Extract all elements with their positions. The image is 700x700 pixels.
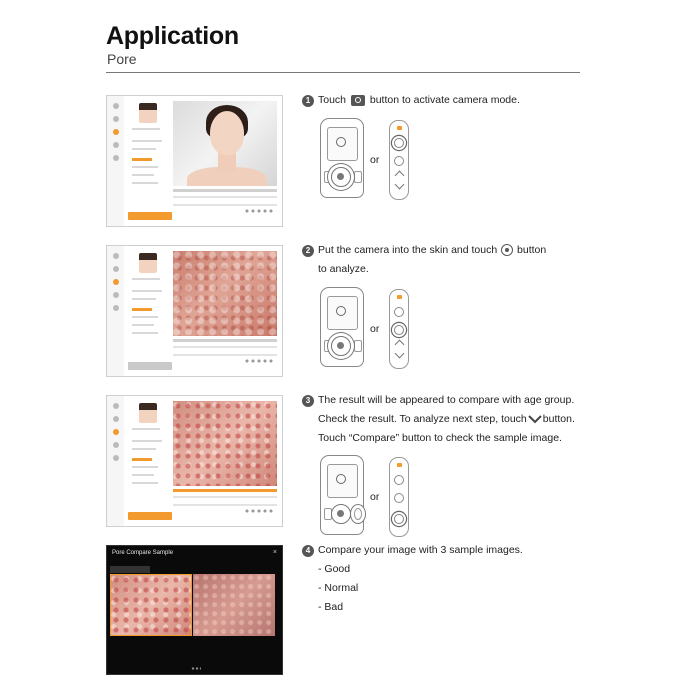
skin-result-view [173,401,277,486]
view-all-results-button[interactable] [128,512,172,520]
compare-dialog-title: Pore Compare Sample [112,550,174,556]
step3-number: 3 [302,395,314,407]
step2-number: 2 [302,245,314,257]
profile-panel [124,246,172,376]
device-step1 [320,118,364,198]
close-icon[interactable]: × [272,549,277,556]
skin-camera-view [173,251,277,336]
list-item: - Good [318,563,351,575]
step3-text-line2 [318,410,575,428]
step2-text-line2: to analyze. [318,263,369,275]
remote-step3 [389,457,409,537]
step3-text-line1: The result will be appeared to compare with age group. [318,394,575,406]
page-subtitle: Pore [107,51,137,67]
view-all-results-button[interactable] [128,362,172,370]
analyze-button-icon [394,325,404,335]
profile-panel [124,96,172,226]
list-item: - Bad [318,601,344,613]
analyze-button-icon [501,244,513,256]
step4-number: 4 [302,545,314,557]
app-sidebar [107,396,125,526]
step1-text-before: Touch [318,94,347,106]
step1-or: or [370,154,380,166]
pager-dots[interactable] [191,667,201,670]
device-step2 [320,287,364,367]
header-divider [106,72,580,73]
step3-text-after: button. [542,413,575,425]
step1-screenshot [106,95,283,227]
sample-image [193,574,275,636]
step1-text-after: button to activate camera mode. [369,94,520,106]
camera-button-icon [394,138,404,148]
step3-text-before: Check the result. To analyze next step, touch [318,413,527,425]
step3-text-line3: Touch “Compare” button to check the sample image. [318,432,562,444]
device-step3 [320,455,364,535]
camera-face-view [173,101,277,186]
step2-or: or [370,323,380,335]
step2-screenshot [106,245,283,377]
step2-text-after: button [517,244,547,256]
view-all-results-button[interactable] [128,212,172,220]
step2-text-line1 [318,241,546,259]
step1-text [318,91,520,109]
profile-panel [124,396,172,526]
step3-or: or [370,491,380,503]
remote-step2 [389,289,409,369]
camera-icon [351,95,365,106]
step2-text-before: Put the camera into the skin and touch [318,244,498,256]
step3-screenshot [106,395,283,527]
next-button-icon [394,514,404,524]
sample-thumbnails [110,566,150,573]
user-image [110,574,192,636]
avatar [139,253,157,273]
page-title: Application [106,22,239,50]
chevron-down-icon [528,414,542,424]
list-item: - Normal [318,582,359,594]
app-sidebar [107,96,125,226]
remote-step1 [389,120,409,200]
compare-sample-screenshot [106,545,283,675]
sample-list [318,560,358,617]
avatar [139,403,157,423]
step4-text-line1: Compare your image with 3 sample images. [318,544,523,556]
step1-number: 1 [302,95,314,107]
app-sidebar [107,246,125,376]
avatar [139,103,157,123]
